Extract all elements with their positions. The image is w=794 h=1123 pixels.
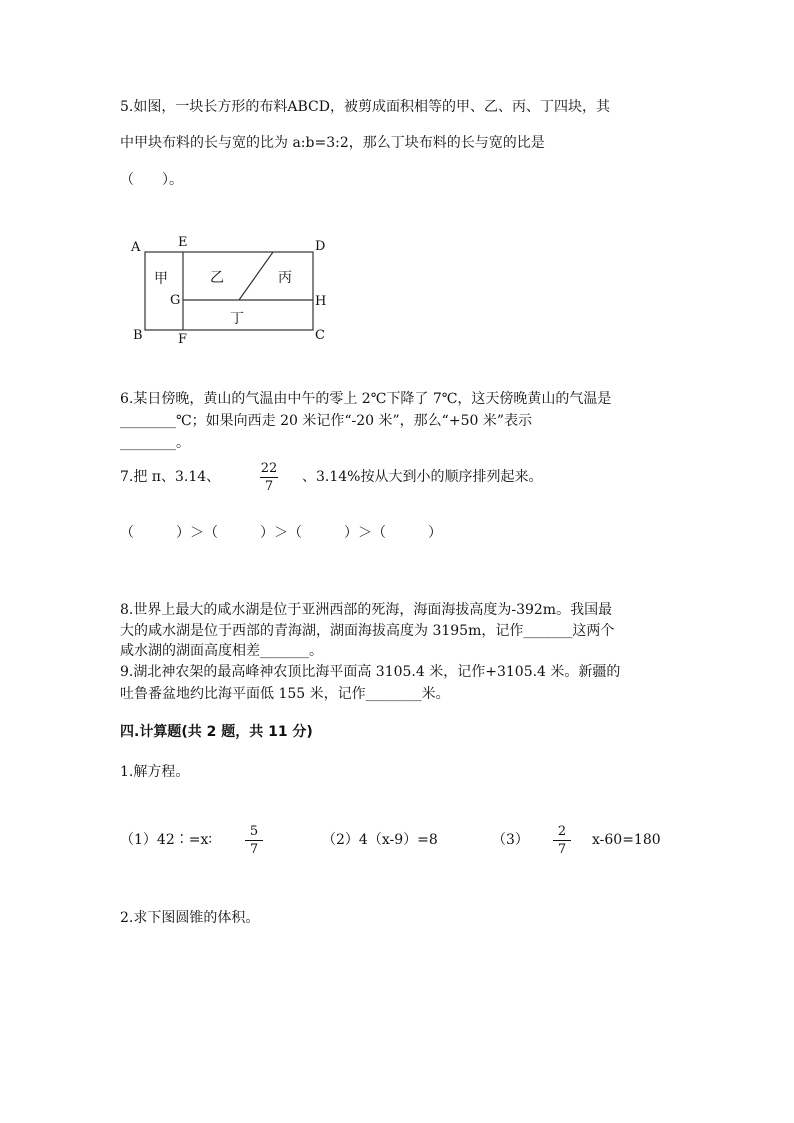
q5-line-1: 5.如图，一块长方形的布料ABCD，被剪成面积相等的甲、乙、丙、丁四块，其	[120, 99, 610, 115]
q9-line-2: 吐鲁番盆地约比海平面低 155 米，记作________米。	[120, 686, 450, 702]
fraction-bar	[260, 477, 278, 478]
rectangle-abcd	[145, 252, 313, 330]
region-ding: 丁	[230, 311, 244, 327]
calc-1-title: 1.解方程。	[120, 764, 190, 780]
fraction-denominator: 7	[249, 842, 259, 857]
q6-line-3: ________。	[120, 435, 190, 451]
label-c: C	[315, 328, 325, 343]
fraction-numerator: 22	[260, 461, 278, 476]
q7-suffix: 、3.14%按从大到小的顺序排列起来。	[302, 469, 543, 485]
q5-rectangle-figure	[125, 232, 340, 347]
equation-3-suffix: x-60=180	[592, 832, 661, 848]
region-jia: 甲	[154, 271, 168, 287]
label-f: F	[178, 332, 188, 347]
fraction-bar	[553, 840, 571, 841]
q5-answer-blank: （ ）。	[120, 172, 183, 188]
label-g: G	[170, 293, 181, 308]
q8-line-2: 大的咸水湖是位于西部的青海湖，湖面海拔高度为 3195m，记作_______这两个	[120, 623, 615, 639]
equation-2: （2）4（x-9）=8	[322, 832, 438, 848]
label-h: H	[315, 294, 327, 309]
q9-line-1: 9.湖北神农架的最高峰神农顶比海平面高 3105.4 米，记作+3105.4 米。新疆的	[120, 664, 621, 680]
q7-answer-blanks: （ ）＞（ ）＞（ ）＞（ ）	[120, 525, 442, 541]
fraction-bar	[245, 840, 263, 841]
label-d: D	[315, 239, 326, 254]
q6-line-1: 6.某日傍晚，黄山的气温由中午的零上 2℃下降了 7℃，这天傍晚黄山的气温是	[120, 391, 612, 407]
q7-prefix: 7.把 π、3.14、	[120, 469, 221, 485]
calc-2-title: 2.求下图圆锥的体积。	[120, 910, 260, 926]
fraction-numerator: 2	[557, 824, 567, 839]
q8-line-1: 8.世界上最大的咸水湖是位于亚洲西部的死海，海面海拔高度为-392m。我国最	[120, 602, 613, 618]
region-bing: 丙	[278, 270, 292, 286]
q6-line-2: ________℃；如果向西走 20 米记作“-20 米”，那么“+50 米”表示	[120, 413, 532, 429]
q8-line-3: 咸水湖的湖面高度相差_______。	[120, 643, 323, 659]
q7-fraction-22-7	[258, 461, 280, 494]
fraction-denominator: 7	[264, 479, 274, 494]
fraction-denominator: 7	[557, 842, 567, 857]
q5-line-2: 中甲块布料的长与宽的比为 a:b=3:2，那么丁块布料的长与宽的比是	[120, 135, 545, 151]
fraction-numerator: 5	[249, 824, 259, 839]
equation-3-prefix: （3）	[492, 832, 529, 848]
label-a: A	[131, 240, 141, 255]
diagonal-cut	[239, 252, 273, 300]
section-4-heading: 四.计算题(共 2 题，共 11 分)	[120, 724, 313, 740]
equation-1-fraction	[243, 824, 265, 857]
equation-3-fraction	[551, 824, 573, 857]
label-b: B	[133, 328, 143, 343]
region-yi: 乙	[210, 270, 224, 286]
equation-1-prefix: （1）42∶=x∶	[120, 832, 212, 848]
label-e: E	[178, 235, 188, 250]
